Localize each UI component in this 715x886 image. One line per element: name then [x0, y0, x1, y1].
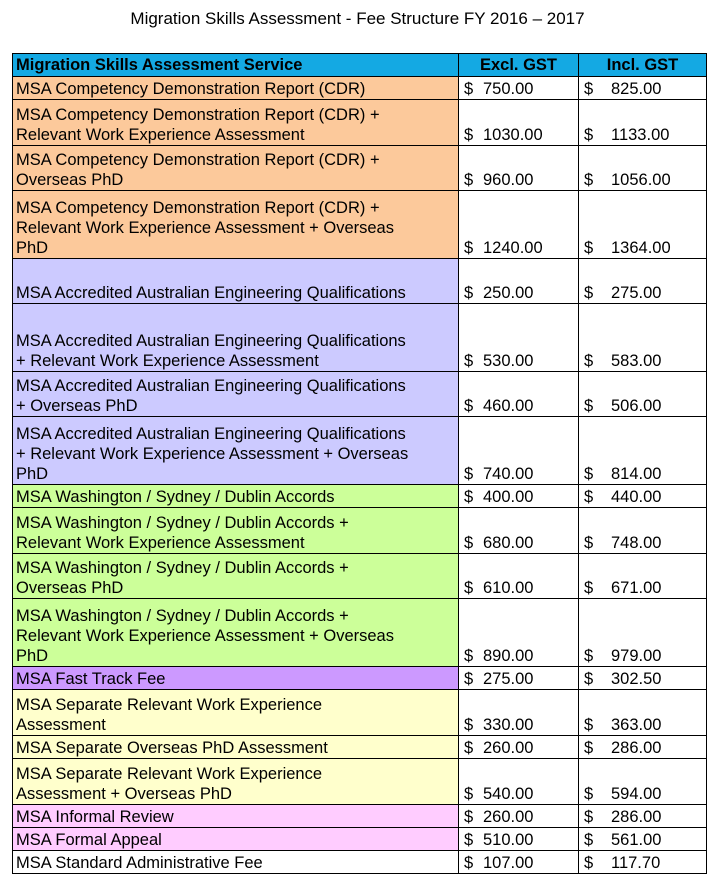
excl-gst-cell	[459, 485, 579, 508]
service-line: MSA Accredited Australian Engineering Qualifications	[16, 332, 406, 350]
service-cell	[13, 508, 459, 554]
excl-gst-cell	[459, 759, 579, 805]
fee-value: 1364.00	[611, 239, 671, 257]
currency-symbol: $	[464, 670, 474, 688]
currency-symbol: $	[584, 352, 594, 370]
service-cell	[13, 828, 459, 851]
currency-symbol: $	[464, 171, 474, 189]
excl-gst-cell	[459, 599, 579, 667]
fee-value: 260.00	[483, 808, 534, 826]
table-row	[13, 599, 707, 667]
excl-gst-cell	[459, 828, 579, 851]
fee-value: 250.00	[483, 284, 534, 302]
service-line: + Relevant Work Experience Assessment + Overseas	[16, 445, 409, 463]
fee-value: 960.00	[483, 171, 534, 189]
currency-symbol: $	[584, 488, 594, 506]
service-cell	[13, 759, 459, 805]
currency-symbol: $	[464, 488, 474, 506]
table-row	[13, 417, 707, 485]
currency-symbol: $	[464, 126, 474, 144]
table-row	[13, 259, 707, 304]
fee-value: 740.00	[483, 465, 534, 483]
incl-gst-cell	[579, 599, 707, 667]
table-row	[13, 667, 707, 690]
incl-gst-cell	[579, 828, 707, 851]
header-excl-gst: Excl. GST	[459, 54, 579, 77]
currency-symbol: $	[584, 534, 594, 552]
service-line: MSA Washington / Sydney / Dublin Accords +	[16, 607, 349, 625]
service-cell	[13, 851, 459, 874]
table-row	[13, 554, 707, 599]
fee-table	[12, 53, 707, 874]
service-line: MSA Washington / Sydney / Dublin Accords +	[16, 559, 349, 577]
excl-gst-cell	[459, 508, 579, 554]
currency-symbol: $	[584, 670, 594, 688]
excl-gst-cell	[459, 417, 579, 485]
table-row	[13, 690, 707, 736]
currency-symbol: $	[464, 647, 474, 665]
currency-symbol: $	[584, 126, 594, 144]
fee-value: 610.00	[483, 579, 534, 597]
currency-symbol: $	[464, 808, 474, 826]
currency-symbol: $	[584, 579, 594, 597]
service-line: Relevant Work Experience Assessment	[16, 126, 305, 144]
incl-gst-cell	[579, 304, 707, 372]
incl-gst-cell	[579, 372, 707, 417]
service-line: MSA Standard Administrative Fee	[16, 854, 263, 872]
fee-value: 510.00	[483, 831, 534, 849]
fee-table-body	[13, 77, 707, 874]
currency-symbol: $	[584, 80, 594, 98]
incl-gst-cell	[579, 191, 707, 259]
header-row	[13, 54, 707, 77]
fee-value: 286.00	[611, 808, 662, 826]
incl-gst-cell	[579, 417, 707, 485]
fee-value: 117.70	[611, 854, 661, 872]
excl-gst-cell	[459, 259, 579, 304]
excl-gst-cell	[459, 100, 579, 146]
excl-gst-cell	[459, 372, 579, 417]
currency-symbol: $	[584, 397, 594, 415]
incl-gst-cell	[579, 667, 707, 690]
fee-value: 540.00	[483, 785, 534, 803]
service-cell	[13, 599, 459, 667]
service-line: PhD	[16, 239, 49, 257]
service-line: MSA Fast Track Fee	[16, 670, 166, 688]
service-cell	[13, 805, 459, 828]
incl-gst-cell	[579, 851, 707, 874]
service-line: + Relevant Work Experience Assessment	[16, 352, 319, 370]
service-line: MSA Formal Appeal	[16, 831, 162, 849]
excl-gst-cell	[459, 554, 579, 599]
incl-gst-cell	[579, 77, 707, 100]
incl-gst-cell	[579, 146, 707, 191]
table-row	[13, 508, 707, 554]
service-cell	[13, 690, 459, 736]
service-cell	[13, 417, 459, 485]
currency-symbol: $	[584, 854, 594, 872]
excl-gst-cell	[459, 736, 579, 759]
table-row	[13, 146, 707, 191]
currency-symbol: $	[584, 239, 594, 257]
service-line: Relevant Work Experience Assessment + Overseas	[16, 627, 394, 645]
service-line: MSA Accredited Australian Engineering Qualifications	[16, 425, 406, 443]
service-line: + Overseas PhD	[16, 397, 138, 415]
currency-symbol: $	[464, 284, 474, 302]
service-line: Relevant Work Experience Assessment + Overseas	[16, 219, 394, 237]
service-cell	[13, 259, 459, 304]
service-line: MSA Competency Demonstration Report (CDR) +	[16, 199, 380, 217]
currency-symbol: $	[464, 239, 474, 257]
fee-value: 330.00	[483, 716, 534, 734]
fee-value: 748.00	[611, 534, 662, 552]
fee-value: 460.00	[483, 397, 534, 415]
currency-symbol: $	[464, 739, 474, 757]
fee-value: 979.00	[611, 647, 662, 665]
table-row	[13, 736, 707, 759]
fee-value: 260.00	[483, 739, 534, 757]
fee-value: 440.00	[611, 488, 662, 506]
currency-symbol: $	[464, 785, 474, 803]
currency-symbol: $	[464, 397, 474, 415]
service-cell	[13, 736, 459, 759]
fee-value: 275.00	[611, 284, 662, 302]
incl-gst-cell	[579, 736, 707, 759]
incl-gst-cell	[579, 100, 707, 146]
fee-value: 814.00	[611, 465, 662, 483]
fee-value: 1030.00	[483, 126, 543, 144]
service-line: MSA Informal Review	[16, 808, 174, 826]
currency-symbol: $	[464, 831, 474, 849]
fee-value: 750.00	[483, 80, 534, 98]
incl-gst-cell	[579, 554, 707, 599]
table-row	[13, 828, 707, 851]
service-line: PhD	[16, 465, 49, 483]
service-line: Overseas PhD	[16, 171, 124, 189]
service-line: MSA Washington / Sydney / Dublin Accords	[16, 488, 335, 506]
incl-gst-cell	[579, 508, 707, 554]
currency-symbol: $	[464, 579, 474, 597]
service-cell	[13, 191, 459, 259]
service-line: MSA Separate Relevant Work Experience	[16, 696, 323, 714]
fee-value: 1133.00	[611, 126, 670, 144]
currency-symbol: $	[584, 716, 594, 734]
fee-value: 825.00	[611, 80, 662, 98]
service-line: Overseas PhD	[16, 579, 124, 597]
fee-value: 107.00	[483, 854, 534, 872]
excl-gst-cell	[459, 304, 579, 372]
table-row	[13, 485, 707, 508]
fee-value: 594.00	[611, 785, 662, 803]
fee-value: 1056.00	[611, 171, 671, 189]
service-cell	[13, 77, 459, 100]
service-line: PhD	[16, 647, 49, 665]
service-line: MSA Accredited Australian Engineering Qualifications	[16, 284, 406, 302]
excl-gst-cell	[459, 851, 579, 874]
fee-value: 671.00	[611, 579, 662, 597]
service-cell	[13, 667, 459, 690]
currency-symbol: $	[464, 465, 474, 483]
currency-symbol: $	[584, 739, 594, 757]
table-row	[13, 77, 707, 100]
fee-value: 302.50	[611, 670, 662, 688]
table-row	[13, 372, 707, 417]
incl-gst-cell	[579, 485, 707, 508]
currency-symbol: $	[584, 171, 594, 189]
excl-gst-cell	[459, 191, 579, 259]
table-row	[13, 191, 707, 259]
service-line: Assessment + Overseas PhD	[16, 785, 232, 803]
service-line: Relevant Work Experience Assessment	[16, 534, 305, 552]
service-line: MSA Separate Overseas PhD Assessment	[16, 739, 328, 757]
table-row	[13, 805, 707, 828]
currency-symbol: $	[464, 716, 474, 734]
fee-value: 275.00	[483, 670, 534, 688]
currency-symbol: $	[584, 831, 594, 849]
currency-symbol: $	[584, 808, 594, 826]
service-line: Assessment	[16, 716, 106, 734]
service-line: MSA Separate Relevant Work Experience	[16, 765, 323, 783]
service-line: MSA Washington / Sydney / Dublin Accords +	[16, 514, 349, 532]
service-cell	[13, 146, 459, 191]
header-service: Migration Skills Assessment Service	[13, 54, 459, 77]
table-row	[13, 100, 707, 146]
currency-symbol: $	[464, 534, 474, 552]
header-incl-gst: Incl. GST	[579, 54, 707, 77]
excl-gst-cell	[459, 77, 579, 100]
currency-symbol: $	[464, 854, 474, 872]
incl-gst-cell	[579, 259, 707, 304]
table-row	[13, 304, 707, 372]
page-title: Migration Skills Assessment - Fee Structure FY 2016 – 2017	[130, 9, 585, 28]
table-row	[13, 759, 707, 805]
currency-symbol: $	[584, 284, 594, 302]
fee-value: 583.00	[611, 352, 662, 370]
excl-gst-cell	[459, 667, 579, 690]
incl-gst-cell	[579, 690, 707, 736]
service-line: MSA Competency Demonstration Report (CDR) +	[16, 151, 380, 169]
incl-gst-cell	[579, 759, 707, 805]
fee-value: 890.00	[483, 647, 534, 665]
excl-gst-cell	[459, 690, 579, 736]
fee-value: 400.00	[483, 488, 534, 506]
incl-gst-cell	[579, 805, 707, 828]
service-cell	[13, 554, 459, 599]
service-cell	[13, 304, 459, 372]
service-line: MSA Competency Demonstration Report (CDR)	[16, 80, 366, 98]
service-cell	[13, 485, 459, 508]
fee-value: 506.00	[611, 397, 662, 415]
fee-value: 1240.00	[483, 239, 543, 257]
currency-symbol: $	[584, 465, 594, 483]
service-line: MSA Competency Demonstration Report (CDR) +	[16, 106, 380, 124]
table-row	[13, 851, 707, 874]
excl-gst-cell	[459, 805, 579, 828]
currency-symbol: $	[584, 785, 594, 803]
fee-value: 530.00	[483, 352, 534, 370]
fee-value: 286.00	[611, 739, 662, 757]
service-cell	[13, 100, 459, 146]
currency-symbol: $	[464, 352, 474, 370]
currency-symbol: $	[464, 80, 474, 98]
service-cell	[13, 372, 459, 417]
excl-gst-cell	[459, 146, 579, 191]
currency-symbol: $	[584, 647, 594, 665]
fee-value: 561.00	[611, 831, 662, 849]
service-line: MSA Accredited Australian Engineering Qualifications	[16, 377, 406, 395]
fee-value: 680.00	[483, 534, 534, 552]
fee-value: 363.00	[611, 716, 662, 734]
